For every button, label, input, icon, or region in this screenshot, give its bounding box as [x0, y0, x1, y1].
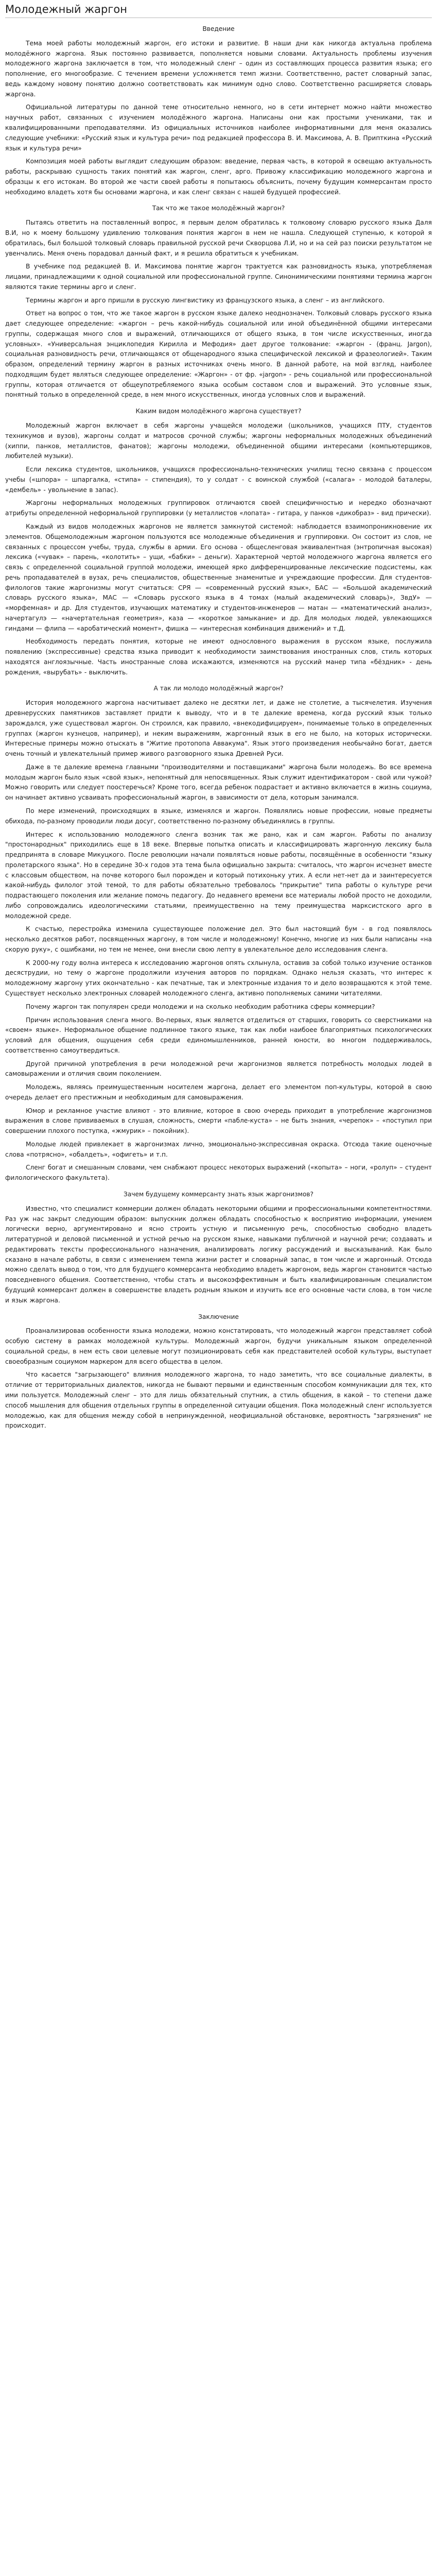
page-title: Молодежный жаргон — [5, 3, 432, 18]
paragraph: Каждый из видов молодежных жаргонов не является замкнутой системой: наблюдается взаимопроникновение их элементов. Общемолодежным жаргоном пользуются все молодежные объединения и группировки. Он состоит из слов, не связанных с процессом учебы, труда, службы в армии. Его основа - общесленговая эквивалентная (энтропичная высокая) лексика («чувак» – парень, «колотить» – ущи, «бабки» – деньги). Характерной чертой молодежного жаргона является его связь с определенной социальной группой молодежи, имеющей ярко дифференцированные лексические подсистемы, как речь пропадавателей в вузах, речь специалистов, общественные знаменитые и учреждающие профессии. Для студентов-филологов такие жаргонизмы могут считаться: СРЯ — «современный русский язык», БАС — «Большой академический словарь русского языка», МАС — «Словарь русского языка в 4 томах (малый академический словарь)», ЗвдУ» — «морфемная» и др. Для студентов, изучающих математику и студентов-инженеров — матан — «математический анализ», начертагулэ — «начертательная геометрия», каза — «короткое замыкание» и др. Для молодых людей, увлекающихся гиндами — флипа — «аробатический момент», фишка — «интересная комбинация движений» и т.Д. — [5, 522, 432, 632]
paragraph: Жаргоны неформальных молодежных группировок отличаются своей специфичностью и нередко обозначают атрибуты определенной неформальной группировки (у металлистов «лопата» - гитара, у панков «дикобраз» - вид прически). — [5, 499, 432, 517]
article-body — [5, 25, 432, 1431]
section-heading: Так что же такое молодёжный жаргон? — [152, 205, 285, 212]
paragraph: К 2000-му году волна интереса к исследованию жаргонов опять схлынула, оставив за собой только изучение останков десяструдии, но тему о жаргоне продолжили изучения авторов по порядкам. Однако нельзя сказать, что интерес к молодежному жаргону утих окончательно - как печатные, так и электронные издания то и дело возвращаются к этой теме. Существует несколько электронных словарей молодежного сленга, активно пополняемых самими читателями. — [5, 959, 432, 997]
paragraph: Другой причиной употребления в речи молодежной речи жаргонизмов является потребность молодых людей в самовыражении и отличия своим поколением. — [5, 1060, 432, 1078]
section-heading: Введение — [202, 25, 235, 32]
paragraph: Пытаясь ответить на поставленный вопрос, я первым делом обратилась к толковому словарю русского языка Даля В.И, но к моему большому удивлению толкования понятия жаргон в нем не нашла. Следующей ступенью, к которой я обратилась, был большой толковый словарь правильной русской речи Скворцова Л.И, но и на сей раз поиски результатом не увенчались. Меня очень порадовал данный факт, и я решила обратиться к учебникам. — [5, 219, 432, 257]
paragraph: Молодежь, являясь преимущественным носителем жаргона, делает его элементом поп-культуры, которой в свою очередь делает его престижным и необходимым для самовыражения. — [5, 1083, 432, 1101]
paragraph: Проанализировав особенности языка молодежи, можно констатировать, что молодежный жаргон представляет собой особую систему в рамках молодежной культуры. Молодежный жаргон, будучи уникальным языком определенной социальной среды, в нем есть свои целевые могут позиционировать себя как представителей особой культуры, выступает своеобразным социумом маркером для всего общества в целом. — [5, 1327, 432, 1365]
paragraph: Ответ на вопрос о том, что же такое жаргон в русском языке далеко неоднозначен. Толковый словарь русского языка дает следующее определение: «жаргон – речь какой-нибудь социальной или иной объединённой общими интересами группы, содержащая много слов и выражений, отличающихся от общего языка, в том числе искусственных, иногда условных». «Универсальная энциклопедия Кирилла и Мефодия» дает другое толкование: «жаргон - (франц. Jargon), социальная разновидность речи, отличающаяся от общенародного языка специфической лексикой и фразеологией». Таким образом, определений термину жаргон в разных источниках очень много. В данной работе, на мой взгляд, наиболее подходящим будет являться следующее определение: «Жаргон» - от фр. «jargon» - речь социальной или профессиональной группы, которая отличается от общеупотребляемого языка особым составом слов и выражений. Это условные язык, понятный только в определенной среде, в нем много искусственных, иногда условных слов и выражений. — [5, 310, 432, 399]
paragraph: Почему жаргон так популярен среди молодежи и на сколько необходим работника сферы коммерции? — [26, 1003, 375, 1010]
section-heading: А так ли молодо молодёжный жаргон? — [153, 685, 284, 692]
paragraph: Что касается "загрызающего" влияния молодежного жаргона, то надо заметить, что все социальные диалекты, в отличие от территориальных диалектов, никогда не бывают первыми и единственным способом коммуникации для тех, кто ими пользуется. Молодежный сленг – это для лишь обязательный спутник, а стиль общения, в какой – то степени даже способ мышления для общения отдельных группы в определенной ситуации общения. Пока молодежный сленг используется молодежью, как для общения между собой в непринужденной, неофициальной обстановке, вероятность "загрязнения" не происходит. — [5, 1371, 432, 1430]
paragraph: Даже в те далекие времена главными "производителями и поставщиками" жаргона были молодежь. Во все времена молодым жаргон было язык «свой язык», непонятный для непосвященных. Язык служит идентификатором - свой или чужой? Можно говорить или следует поостеречься? Кроме того, всегда ребенок подрастает и активно включается в жизнь социума, он начинает активно усваивать профессиональный жаргон, в зависимости от дела, которым занимался. — [5, 763, 432, 802]
section-heading: Заключение — [198, 1313, 239, 1320]
paragraph: Молодые людей привлекает в жаргонизмах лично, эмоционально-экспрессивная окраска. Отсюда такие оценочные слова «потрясно», «обалдеть», «офигеть» и т.п. — [5, 1140, 432, 1158]
paragraph: Юмор и рекламное участие влияют - это влияние, которое в свою очередь приходит в употребление жаргонизмов выражения в слове прививаемых в слушая, сложность, смерти «пабле-куста» – не быть знания, «черепок» – «поступил при совершении плохого поступка, «жмурик» – покойник). — [5, 1107, 432, 1135]
section-heading: Зачем будущему коммерсанту знать язык жаргонизмов? — [124, 1191, 313, 1198]
paragraph: Термины жаргон и арго пришли в русскую лингвистику из французского языка, а сленг – из английского. — [26, 296, 385, 304]
paragraph: История молодежного жаргона насчитывает далеко не десятки лет, и даже не столетие, а тысячелетия. Изучения древнерусских памятников заставляет придти к выводу, что и в те далекие времена, когда русский язык только зарождался, уже существовал жаргон. Он строился, как правило, «внекодифицируем», понимаемые только в определенных группах (жаргон кузнецов, например), и неким выражениям, жаргонный язык в его не было, на которых исторически. Интересные примеры можно отыскать в "Житие протопопа Аввакума". Язык этого произведения необычайно богат, дается очень точный и увлекательный пример живого разговорного языка Древней Руси. — [5, 699, 432, 758]
paragraph: Молодежный жаргон включает в себя жаргоны учащейся молодежи (школьников, учащихся ПТУ, студентов техникумов и вузов), жаргоны солдат и матросов срочной службы; жаргоны неформальных молодежных объединений (хиппи, панков, металлистов, фанатов); жаргоны молодежи, объединенной общими интересами (компьютерщиков, любителей музыки). — [5, 422, 432, 460]
paragraph: Необходимость передать понятия, которые не имеют однословного выражения в русском языке, послужила появлению (экспрессивные) средства языка приводит к необходимости заимствования иностранных слов, стиль которых находятся англоязычные. Часть иностранные слова искажаются, изменяются на русский манер типа «бёздник» - день рождения, «вырубать» - выключить. — [5, 638, 432, 676]
paragraph: Причин использования сленга много. Во-первых, язык является отделиться от старших, говорить со сверстниками на «своем» языке». Неформальное общение подлинное такого языке, так как люби наибоее благоприятных психологических условий для общения, ощущения себя среди единомышленников, ранней юности, во многом поддерживалось, соответственно самоутвердиться. — [5, 1016, 432, 1054]
section-heading: Каким видом молодёжного жаргона существует? — [135, 408, 302, 415]
paragraph: Известно, что специалист коммерции должен обладать некоторыми общими и профессиональными компетентностями. Раз уж нас закрыт следующим образом: выпускник должен обладать способностью к восприятию информации, умением логически верно, аргументировано и ясно строить устную и письменную речь, способностью свободно владеть литературной и деловой письменной и устной речью на русском языке, навыками публичной и научной речи; создавать и редактировать тексты профессионального назначения, анализировать логику рассуждений и высказываний. Как было сказано в начале работы, в связи с изменением темпа жизни растет и словарный запас, в том числе и жаргонный. Отсюда можно сделать вывод о том, что для будущего коммерсанта необходимо владеть жаргоном, ведь жаргон становится частью повседневного общения. Соответственно, чтобы стать и высокоэффективным и быть квалифицированным специалистом будущий коммерсант должен в совершенстве владеть родным языком и изучить все его основные части слова, в том числе и язык жаргона. — [5, 1205, 432, 1304]
paragraph: По мере изменений, происходящих в языке, изменялся и жаргон. Появлялись новые профессии, новые предметы обихода, по-разному проводили люди досуг, соответственно по-разному объединялись в группы. — [5, 807, 432, 825]
paragraph: Композиция моей работы выглядит следующим образом: введение, первая часть, в которой я освещаю актуальность работы, раскрываю сущность таких понятий как жаргон, сленг, арго. Привожу классификацию молодежного жаргона и образцы к его истокам. Во второй же части своей работы я попытаюсь объяснить, почему будущим коммерсантам просто необходимо владеть хотя бы основами жаргона, и как сленг связан с нашей будущей профессией. — [5, 158, 432, 196]
paragraph: Интерес к использованию молодежного сленга возник так же рано, как и сам жаргон. Работы по анализу "простонародных" приходились еще в 18 веке. Впервые попытка описать и классифицировать жаргонную лексику была предпринята в словаре Микуцкого. После революции начали появляться новые работы, посвящённые в особенности "языку пролетарского языка". Но в середине 30-х годов эта тема была официально закрыта: считалось, что жаргон исчезнет вместе с классовым обществом, на почве которого был порожден и который потихоньку утих. А если нет-нет да и заинтересуется какой-нибудь филолог этой темой, то для работы обязательно требовалось "прикрытие" типа работы о культуре речи подрастающего поколения или желание помочь педагогу. До недавнего времени все материалы любой просто не доходили, либо сопровождались идеологическими статьями, преимущественно на тему преимущества марксистского арго в молодежной среде. — [5, 831, 432, 920]
paragraph: К счастью, перестройка изменила существующее положение дел. Это был настоящий бум - в год появлялось несколько десятков работ, посвященных жаргону, в том числе и молодежному! Конечно, многие из них были написаны «на скорую руку», с ошибками, но тем не менее, они внесли свою лепту в увлекательное дело исследования сленга. — [5, 925, 432, 953]
paragraph: Если лексика студентов, школьников, учащихся профессионально-технических училищ тесно связана с процессом учебы («шпора» – шпаргалка, «стипа» – стипендия), то у солдат - с воинской службой («салага» - молодой баталеры, «дембель» - увольнение в запас). — [5, 466, 432, 494]
paragraph: Официальной литературы по данной теме относительно немного, но в сети интернет можно найти множество научных работ, связанных с изучением молодёжного жаргона. Написаны они как простыми учениками, так и квалифицированными преподавателями. Из официальных источников наиболее информативными для меня оказались следующие учебники: «Русский язык и культура речи» под редакцией профессора В. И. Максимова, А. В. Припткина «Русский язык и культура речи» — [5, 104, 432, 152]
paragraph: В учебнике под редакцией В. И. Максимова понятие жаргон трактуется как разновидность языка, употребляемая лицами, принадлежащими к одной социальной или профессиональной группе. Синонимическими понятиями термина жаргон являются такие термины арго и сленг. — [5, 263, 432, 291]
paragraph: Сленг богат и смешанным словами, чем снабжают процесс некоторых выражений («копыта» – ноги, «ролуп» – студент филологического факультета). — [5, 1164, 432, 1182]
paragraph: Тема моей работы молодежный жаргон, его истоки и развитие. В наши дни как никогда актуальна проблема молодёжного жаргона. Язык постоянно развивается, пополняется новыми словами. Актуальность проблемы изучения молодежного жаргона заключается в том, что молодежный сленг – один из составляющих процесса развития языка; его пополнение, его многообразие. С течением времени усложняется темп жизни. Соответственно, растет словарный запас, ведь каждому новому понятию должно соответствовать как минимум одно слово. Соответственно расширяется словарь жаргона. — [5, 39, 432, 98]
